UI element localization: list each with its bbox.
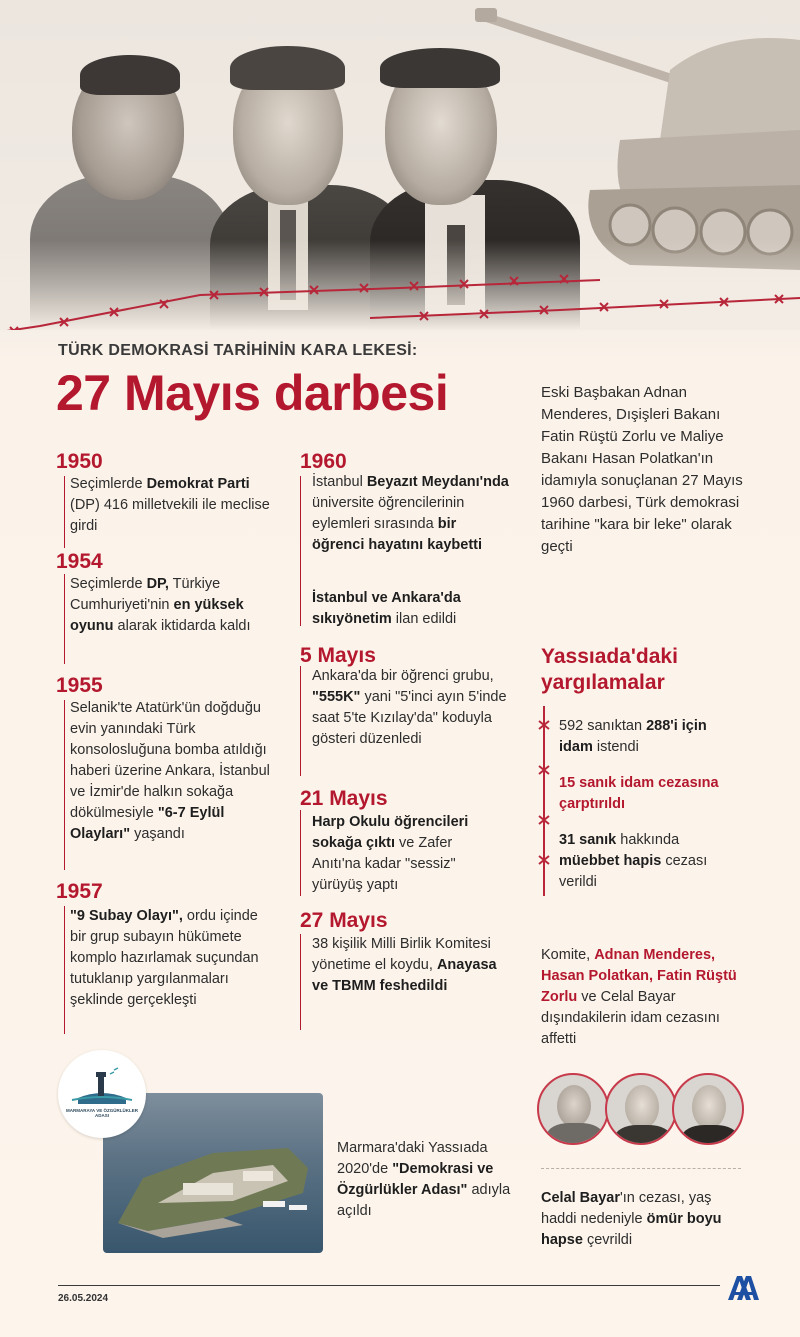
committee-paragraph: Komite, Adnan Menderes, Hasan Polatkan, Fatin Rüştü Zorlu ve Celal Bayar dışındakilerin idam cezasını affetti xyxy=(541,947,737,1047)
year-1960: 1960 xyxy=(300,450,347,473)
avatar-menderes xyxy=(537,1073,609,1145)
avatar-zorlu xyxy=(605,1073,677,1145)
year-1954: 1954 xyxy=(56,550,103,573)
aa-logo xyxy=(726,1270,760,1304)
intro-paragraph: Eski Başbakan Adnan Menderes, Dışişleri Bakanı Fatin Rüştü Zorlu ve Maliye Bakanı Hasan Polatkan'ın idamıyla sonuçlanan 27 Mayıs 1960 darbesi, Türk demokrasi tarihine "kara bir leke" olarak geçti xyxy=(541,384,743,555)
date-label: 26.05.2024 xyxy=(58,1293,109,1304)
footer-divider xyxy=(58,1285,720,1286)
hero-photo-collage xyxy=(0,0,800,330)
kicker-text: TÜRK DEMOKRASİ TARİHİNİN KARA LEKESİ: xyxy=(58,342,418,359)
avatar-polatkan xyxy=(672,1073,744,1145)
trial-item-3: 31 sanık hakkında müebbet hapis cezası verildi xyxy=(559,832,708,890)
year-21-mayis: 21 Mayıs xyxy=(300,787,388,810)
event-5-mayis: Ankara'da bir öğrenci grubu, "555K" yani "5'inci ayın 5'inde saat 5'te Kızılay'da" koduyla gösteri düzenledi xyxy=(312,668,507,747)
year-1957: 1957 xyxy=(56,880,103,903)
year-1955: 1955 xyxy=(56,674,103,697)
island-caption: Marmara'daki Yassıada 2020'de "Demokrasi ve Özgürlükler Adası" adıyla açıldı xyxy=(337,1140,511,1219)
event-1960-martial-law: İstanbul ve Ankara'da sıkıyönetim ilan edildi xyxy=(312,590,461,627)
event-1955: Selanik'te Atatürk'ün doğduğu evin yanındaki Türk konsolosluğuna bomba atıldığı haberi üzerine Ankara, İstanbul ve İzmir'de halkın sokağa dökülmesiyle "6-7 Eylül Olayları" yaşandı xyxy=(70,700,270,842)
year-27-mayis: 27 Mayıs xyxy=(300,909,388,932)
event-1957: "9 Subay Olayı", ordu içinde bir grup subayın hükümete komplo hazırlamak suçundan tutuklanıp yargılanmaları şeklinde gerçekleşti xyxy=(70,908,259,1008)
event-27-mayis: 38 kişilik Milli Birlik Komitesi yönetime el koydu, Anayasa ve TBMM feshedildi xyxy=(312,936,497,994)
trial-item-2: 15 sanık idam cezasına çarptırıldı xyxy=(559,775,719,812)
trial-item-1: 592 sanıktan 288'i için idam istendi xyxy=(559,718,707,755)
logo-demokrasi-adasi xyxy=(58,1050,146,1138)
event-1950: Seçimlerde Demokrat Parti (DP) 416 milletvekili ile meclise girdi xyxy=(70,476,270,534)
logo-text: MARMARAYA VE ÖZGÜRLÜKLER ADASI xyxy=(66,1108,139,1118)
year-1950: 1950 xyxy=(56,450,103,473)
trials-title: Yassıada'daki yargılamalar xyxy=(541,645,678,694)
event-1960: İstanbul Beyazıt Meydanı'nda üniversite öğrencilerinin eylemleri sırasında bir öğrenci hayatını kaybetti xyxy=(312,474,509,553)
barbed-wire-vertical xyxy=(536,706,552,896)
barbed-wire-decoration xyxy=(0,270,800,330)
bayar-paragraph: Celal Bayar'ın cezası, yaş haddi nedeniyle ömür boyu hapse çevrildi xyxy=(541,1190,722,1248)
event-1954: Seçimlerde DP, Türkiye Cumhuriyeti'nin en yüksek oyunu alarak iktidarda kaldı xyxy=(70,576,251,634)
event-21-mayis: Harp Okulu öğrencileri sokağa çıktı ve Zafer Anıtı'na kadar "sessiz" yürüyüş yaptı xyxy=(312,814,469,893)
divider xyxy=(541,1168,741,1169)
year-5-mayis: 5 Mayıs xyxy=(300,644,376,667)
page-title: 27 Mayıs darbesi xyxy=(56,365,449,421)
